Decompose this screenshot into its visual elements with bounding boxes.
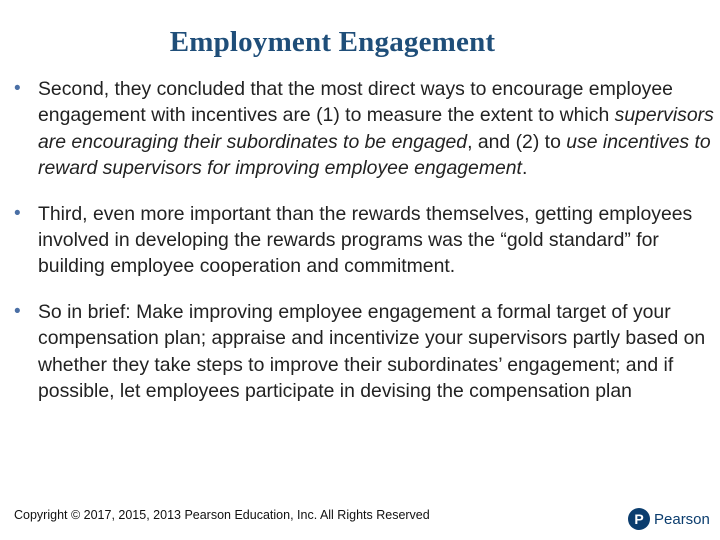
pearson-logo-icon: P — [628, 508, 650, 530]
bullet-item — [14, 299, 718, 405]
bullet-text-italic: use incentives to reward supervisors for improving employee engagement — [38, 130, 711, 180]
bullet-dot: • — [14, 202, 21, 224]
bullet-list — [14, 76, 718, 423]
bullet-item — [14, 76, 718, 182]
slide-title: Employment Engagement — [169, 26, 496, 58]
bullet-dot: • — [14, 78, 21, 99]
bullet-text: Second, they concluded that the most direct ways to encourage employee engagement with incentives are (1) to measure the extent to which — [38, 78, 673, 127]
pearson-logo — [628, 505, 710, 533]
bullet-item — [14, 201, 718, 280]
bullet-text: So in brief: Make improving employee engagement a formal target of your compensation plan; appraise and incentivize your supervisors partly based on whether they take steps to improve their subordinates’ engagement; and if possible, let employees participate in devising the compensation plan — [38, 300, 706, 403]
bullet-text: . — [521, 157, 528, 180]
bullet-text: Third, even more important than the rewards themselves, getting employees involved in developing the rewards programs was the “gold standard” for building employee cooperation and commitment. — [38, 202, 693, 278]
copyright-footer: Copyright © 2017, 2015, 2013 Pearson Education, Inc. All Rights Reserved — [14, 508, 430, 522]
bullet-text: , and (2) to — [467, 130, 567, 153]
pearson-logo-text: Pearson — [654, 510, 710, 528]
bullet-text-italic: supervisors are encouraging their subordinates to be engaged — [38, 104, 714, 153]
bullet-dot: • — [14, 300, 21, 322]
